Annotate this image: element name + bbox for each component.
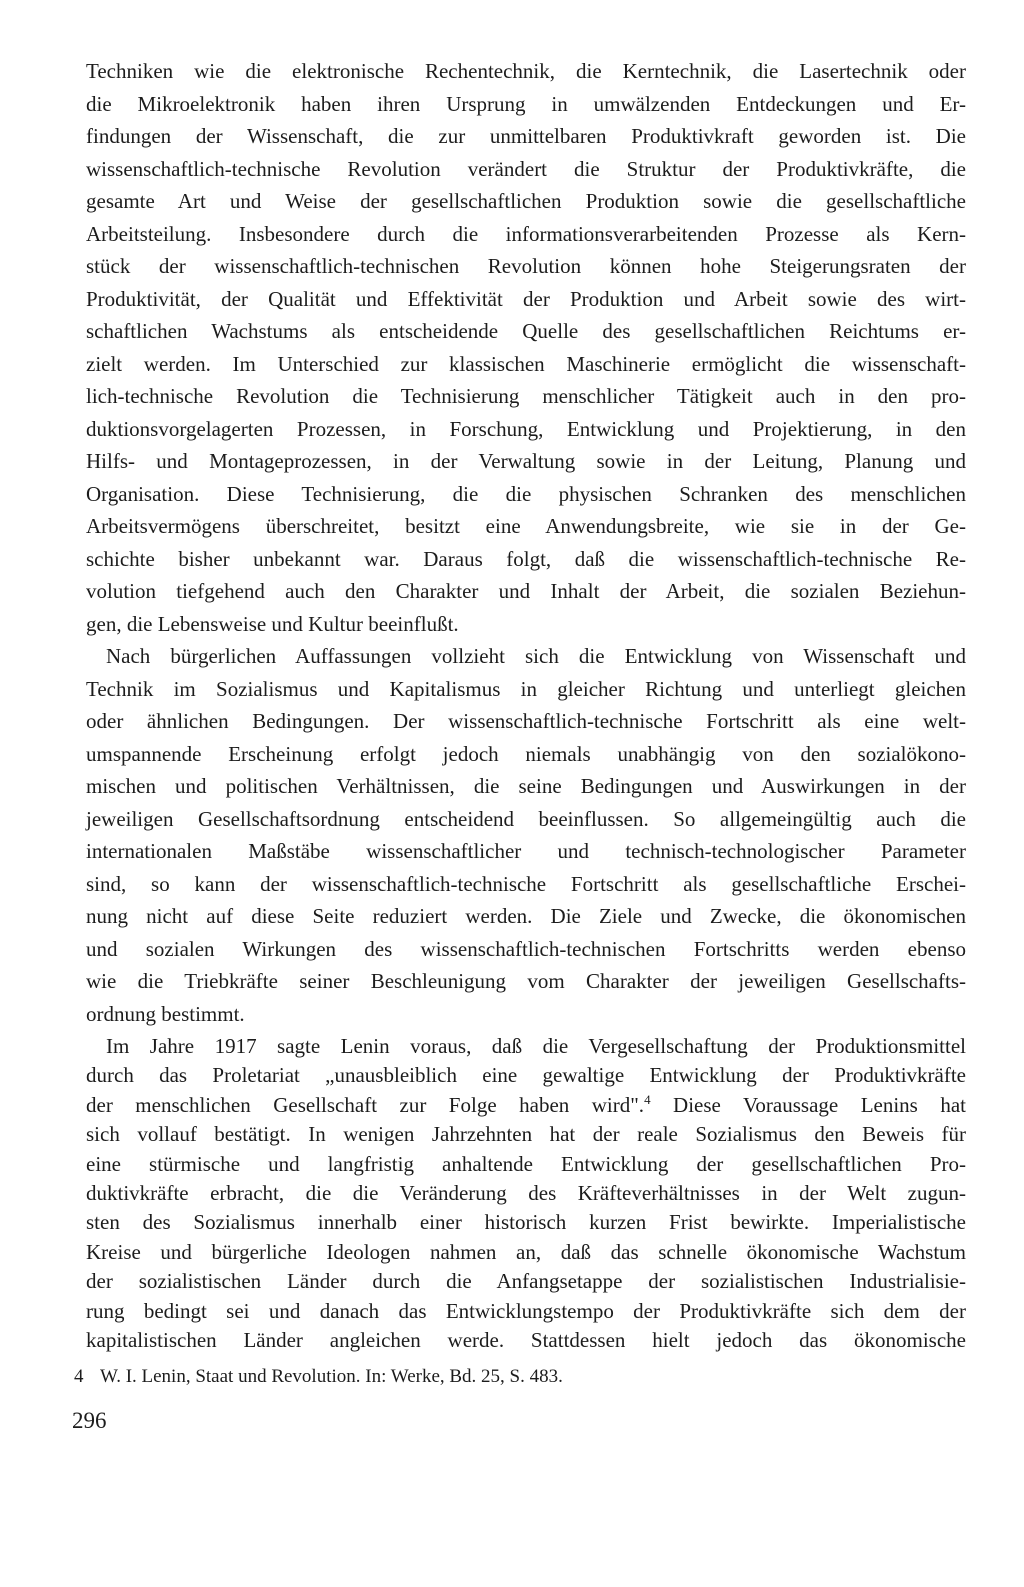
text-segment: der menschlichen Gesellschaft zur Folge haben wird". (86, 1093, 645, 1117)
text-line: duktivkräfte erbracht, die die Veränderung des Kräfteverhältnisses in der Welt zugun- (86, 1181, 966, 1205)
text-line: rung bedingt sei und danach das Entwicklungstempo der Produktivkräfte sich dem der (86, 1299, 966, 1323)
footnote-reference: 4 (644, 1092, 651, 1107)
text-line: eine stürmische und langfristig anhaltende Entwicklung der gesellschaftlichen Pro- (86, 1152, 966, 1176)
text-line: Kreise und bürgerliche Ideologen nahmen an, daß das schnelle ökonomische Wachstum (86, 1240, 966, 1264)
text-line: wie die Triebkräfte seiner Beschleunigung vom Charakter der jeweiligen Gesellschafts- (86, 969, 966, 993)
text-line: findungen der Wissenschaft, die zur unmittelbaren Produktivkraft geworden ist. Die (86, 124, 966, 148)
text-line: nung nicht auf diese Seite reduziert werden. Die Ziele und Zwecke, die ökonomischen (86, 904, 966, 928)
footnote-text: W. I. Lenin, Staat und Revolution. In: Werke, Bd. 25, S. 483. (100, 1366, 563, 1387)
text-line: Im Jahre 1917 sagte Lenin voraus, daß die Vergesellschaftung der Produktionsmittel (106, 1034, 966, 1058)
text-line: mischen und politischen Verhältnissen, die seine Bedingungen und Auswirkungen in der (86, 774, 966, 798)
text-line: gen, die Lebensweise und Kultur beeinflußt. (86, 612, 459, 636)
page-number: 296 (72, 1408, 107, 1433)
text-line: wissenschaftlich-technische Revolution verändert die Struktur der Produktivkräfte, die (86, 157, 966, 181)
text-line: jeweiligen Gesellschaftsordnung entscheidend beeinflussen. So allgemeingültig auch die (86, 807, 966, 831)
text-line: und sozialen Wirkungen des wissenschaftlich-technischen Fortschritts werden ebenso (86, 937, 966, 961)
text-line: sich vollauf bestätigt. In wenigen Jahrzehnten hat der reale Sozialismus den Beweis für (86, 1122, 966, 1146)
text-line: gesamte Art und Weise der gesellschaftlichen Produktion sowie die gesellschaftliche (86, 189, 966, 213)
text-line: sten des Sozialismus innerhalb einer historisch kurzen Frist bewirkte. Imperialistische (86, 1210, 966, 1234)
text-line: durch das Proletariat „unausbleiblich eine gewaltige Entwicklung der Produktivkräfte (86, 1063, 966, 1087)
text-line: sind, so kann der wissenschaftlich-technische Fortschritt als gesellschaftliche Erschei- (86, 872, 966, 896)
text-line: schaftlichen Wachstums als entscheidende Quelle des gesellschaftlichen Reichtums er- (86, 319, 966, 343)
text-line: zielt werden. Im Unterschied zur klassischen Maschinerie ermöglicht die wissenschaft- (86, 352, 966, 376)
text-line: internationalen Maßstäbe wissenschaftlicher und technisch-technologischer Parameter (86, 839, 966, 863)
text-line: Arbeitsvermögens überschreitet, besitzt eine Anwendungsbreite, wie sie in der Ge- (86, 514, 966, 538)
text-line: kapitalistischen Länder angleichen werde. Stattdessen hielt jedoch das ökonomische (86, 1328, 966, 1352)
text-line: Hilfs- und Montageprozessen, in der Verwaltung sowie in der Leitung, Planung und (86, 449, 966, 473)
text-line: stück der wissenschaftlich-technischen Revolution können hohe Steigerungsraten der (86, 254, 966, 278)
text-line: ordnung bestimmt. (86, 1002, 245, 1026)
text-line: Nach bürgerlichen Auffassungen vollzieht sich die Entwicklung von Wissenschaft und (106, 644, 966, 668)
text-line: Arbeitsteilung. Insbesondere durch die informationsverarbeitenden Prozesse als Kern- (86, 222, 966, 246)
text-line: der sozialistischen Länder durch die Anfangsetappe der sozialistischen Industrialisie- (86, 1269, 966, 1293)
text-line: Techniken wie die elektronische Rechentechnik, die Kerntechnik, die Lasertechnik oder (86, 59, 966, 83)
footnote-number: 4 (74, 1366, 84, 1387)
text-line: volution tiefgehend auch den Charakter und Inhalt der Arbeit, die sozialen Beziehun- (86, 579, 966, 603)
text-line: Produktivität, der Qualität und Effektivität der Produktion und Arbeit sowie des wirt- (86, 287, 966, 311)
footnote (74, 1363, 563, 1391)
text-line: lich-technische Revolution die Technisierung menschlicher Tätigkeit auch in den pro- (86, 384, 966, 408)
text-line: oder ähnlichen Bedingungen. Der wissenschaftlich-technische Fortschritt als eine welt- (86, 709, 966, 733)
text-line: Technik im Sozialismus und Kapitalismus in gleicher Richtung und unterliegt gleichen (86, 677, 966, 701)
text-line: die Mikroelektronik haben ihren Ursprung in umwälzenden Entdeckungen und Er- (86, 92, 966, 116)
text-line: umspannende Erscheinung erfolgt jedoch niemals unabhängig von den sozialökono- (86, 742, 966, 766)
text-line: Organisation. Diese Technisierung, die die physischen Schranken des menschlichen (86, 482, 966, 506)
text-line-with-footnote (86, 1089, 966, 1121)
text-line: schichte bisher unbekannt war. Daraus folgt, daß die wissenschaftlich-technische Re- (86, 547, 966, 571)
text-segment: Diese Voraussage Lenins hat (650, 1093, 966, 1117)
text-line: duktionsvorgelagerten Prozessen, in Forschung, Entwicklung und Projektierung, in den (86, 417, 966, 441)
